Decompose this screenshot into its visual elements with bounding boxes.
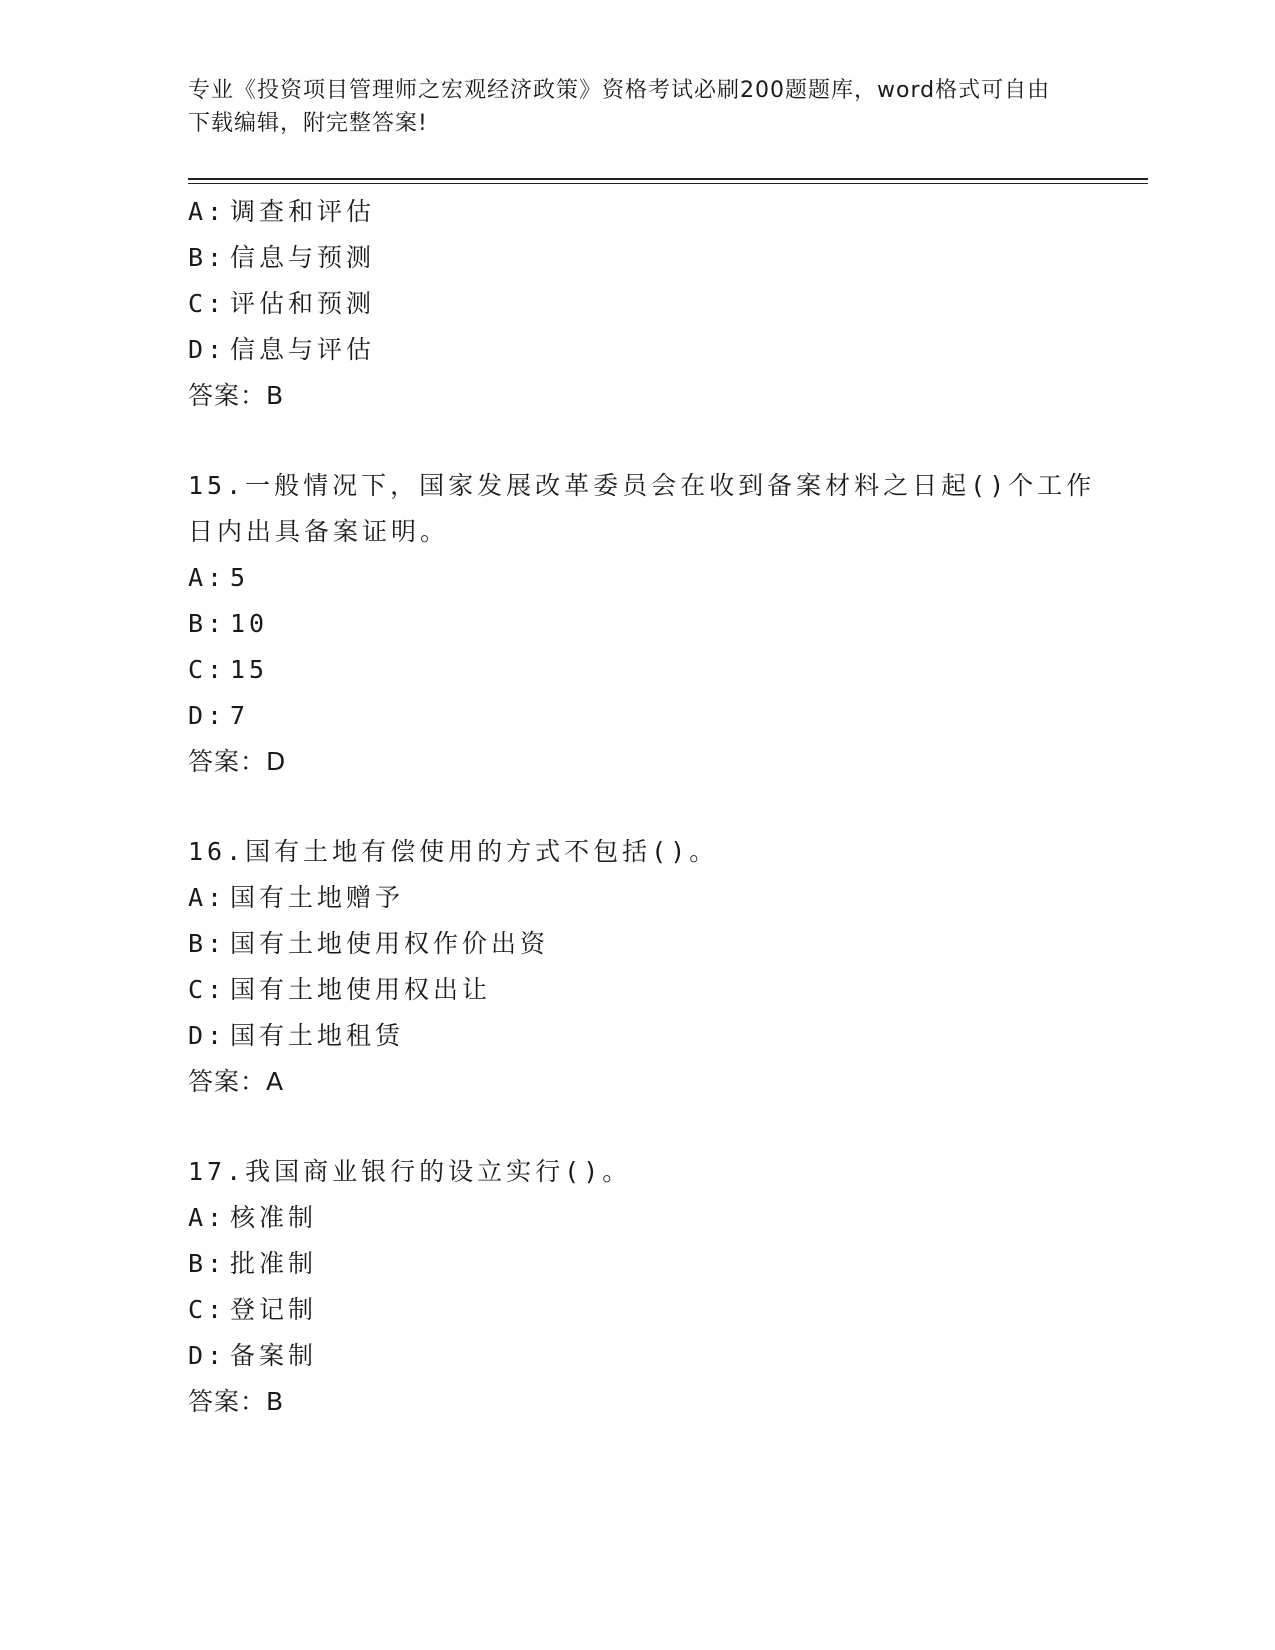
question-block-17 bbox=[188, 1149, 1148, 1425]
page-header: 专业《投资项目管理师之宏观经济政策》资格考试必刷200题题库，word格式可自由下载编辑，附完整答案! bbox=[188, 78, 1051, 136]
option-letter: B: bbox=[188, 243, 227, 272]
option-text: 信息与评估 bbox=[230, 335, 376, 364]
option-letter: D: bbox=[188, 1021, 227, 1050]
option-letter: B: bbox=[188, 929, 227, 958]
option-text: 10 bbox=[230, 609, 269, 638]
option-text: 7 bbox=[230, 701, 250, 730]
option-text: 登记制 bbox=[230, 1295, 318, 1324]
option-text: 国有土地租赁 bbox=[230, 1021, 405, 1050]
option-letter: B: bbox=[188, 1249, 227, 1278]
question-block-16 bbox=[188, 829, 1148, 1105]
option-letter: C: bbox=[188, 975, 227, 1004]
option-a bbox=[188, 1195, 1148, 1241]
option-d bbox=[188, 327, 1148, 373]
option-letter: A: bbox=[188, 563, 227, 592]
header-rule-thin bbox=[188, 183, 1148, 184]
option-letter: D: bbox=[188, 335, 227, 364]
option-d bbox=[188, 693, 1148, 739]
option-c bbox=[188, 647, 1148, 693]
option-text: 评估和预测 bbox=[230, 289, 376, 318]
spacer bbox=[188, 785, 1148, 829]
option-c bbox=[188, 1287, 1148, 1333]
question-stem-cont: 日内出具备案证明。 bbox=[188, 517, 450, 546]
option-c bbox=[188, 967, 1148, 1013]
option-letter: A: bbox=[188, 1203, 227, 1232]
option-letter: C: bbox=[188, 655, 227, 684]
option-text: 国有土地使用权作价出资 bbox=[230, 929, 550, 958]
spacer bbox=[188, 1105, 1148, 1149]
option-letter: D: bbox=[188, 1341, 227, 1370]
header-rule-thick bbox=[188, 178, 1148, 180]
answer-line: 答案：B bbox=[188, 1387, 285, 1416]
option-letter: C: bbox=[188, 1295, 227, 1324]
option-text: 5 bbox=[230, 563, 250, 592]
question-block-15 bbox=[188, 463, 1148, 785]
option-text: 信息与预测 bbox=[230, 243, 376, 272]
answer-line: 答案：B bbox=[188, 381, 285, 410]
option-text: 国有土地使用权出让 bbox=[230, 975, 492, 1004]
option-text: 15 bbox=[230, 655, 269, 684]
option-b bbox=[188, 1241, 1148, 1287]
question-stem: 15.一般情况下，国家发展改革委员会在收到备案材料之日起()个工作 bbox=[188, 471, 1096, 500]
option-a bbox=[188, 189, 1148, 235]
question-list bbox=[188, 189, 1148, 1425]
spacer bbox=[188, 419, 1148, 463]
option-letter: A: bbox=[188, 883, 227, 912]
question-stem: 17.我国商业银行的设立实行()。 bbox=[188, 1157, 632, 1186]
option-text: 核准制 bbox=[230, 1203, 318, 1232]
option-text: 备案制 bbox=[230, 1341, 318, 1370]
option-d bbox=[188, 1333, 1148, 1379]
option-text: 调查和评估 bbox=[230, 197, 376, 226]
option-b bbox=[188, 921, 1148, 967]
question-stem: 16.国有土地有偿使用的方式不包括()。 bbox=[188, 837, 719, 866]
option-text: 批准制 bbox=[230, 1249, 318, 1278]
answer-line: 答案：D bbox=[188, 747, 287, 776]
option-a bbox=[188, 555, 1148, 601]
option-a bbox=[188, 875, 1148, 921]
option-text: 国有土地赠予 bbox=[230, 883, 405, 912]
option-d bbox=[188, 1013, 1148, 1059]
option-letter: B: bbox=[188, 609, 227, 638]
option-b bbox=[188, 235, 1148, 281]
option-b bbox=[188, 601, 1148, 647]
question-block-partial bbox=[188, 189, 1148, 419]
answer-line: 答案：A bbox=[188, 1067, 285, 1096]
option-c bbox=[188, 281, 1148, 327]
option-letter: A: bbox=[188, 197, 227, 226]
option-letter: C: bbox=[188, 289, 227, 318]
option-letter: D: bbox=[188, 701, 227, 730]
